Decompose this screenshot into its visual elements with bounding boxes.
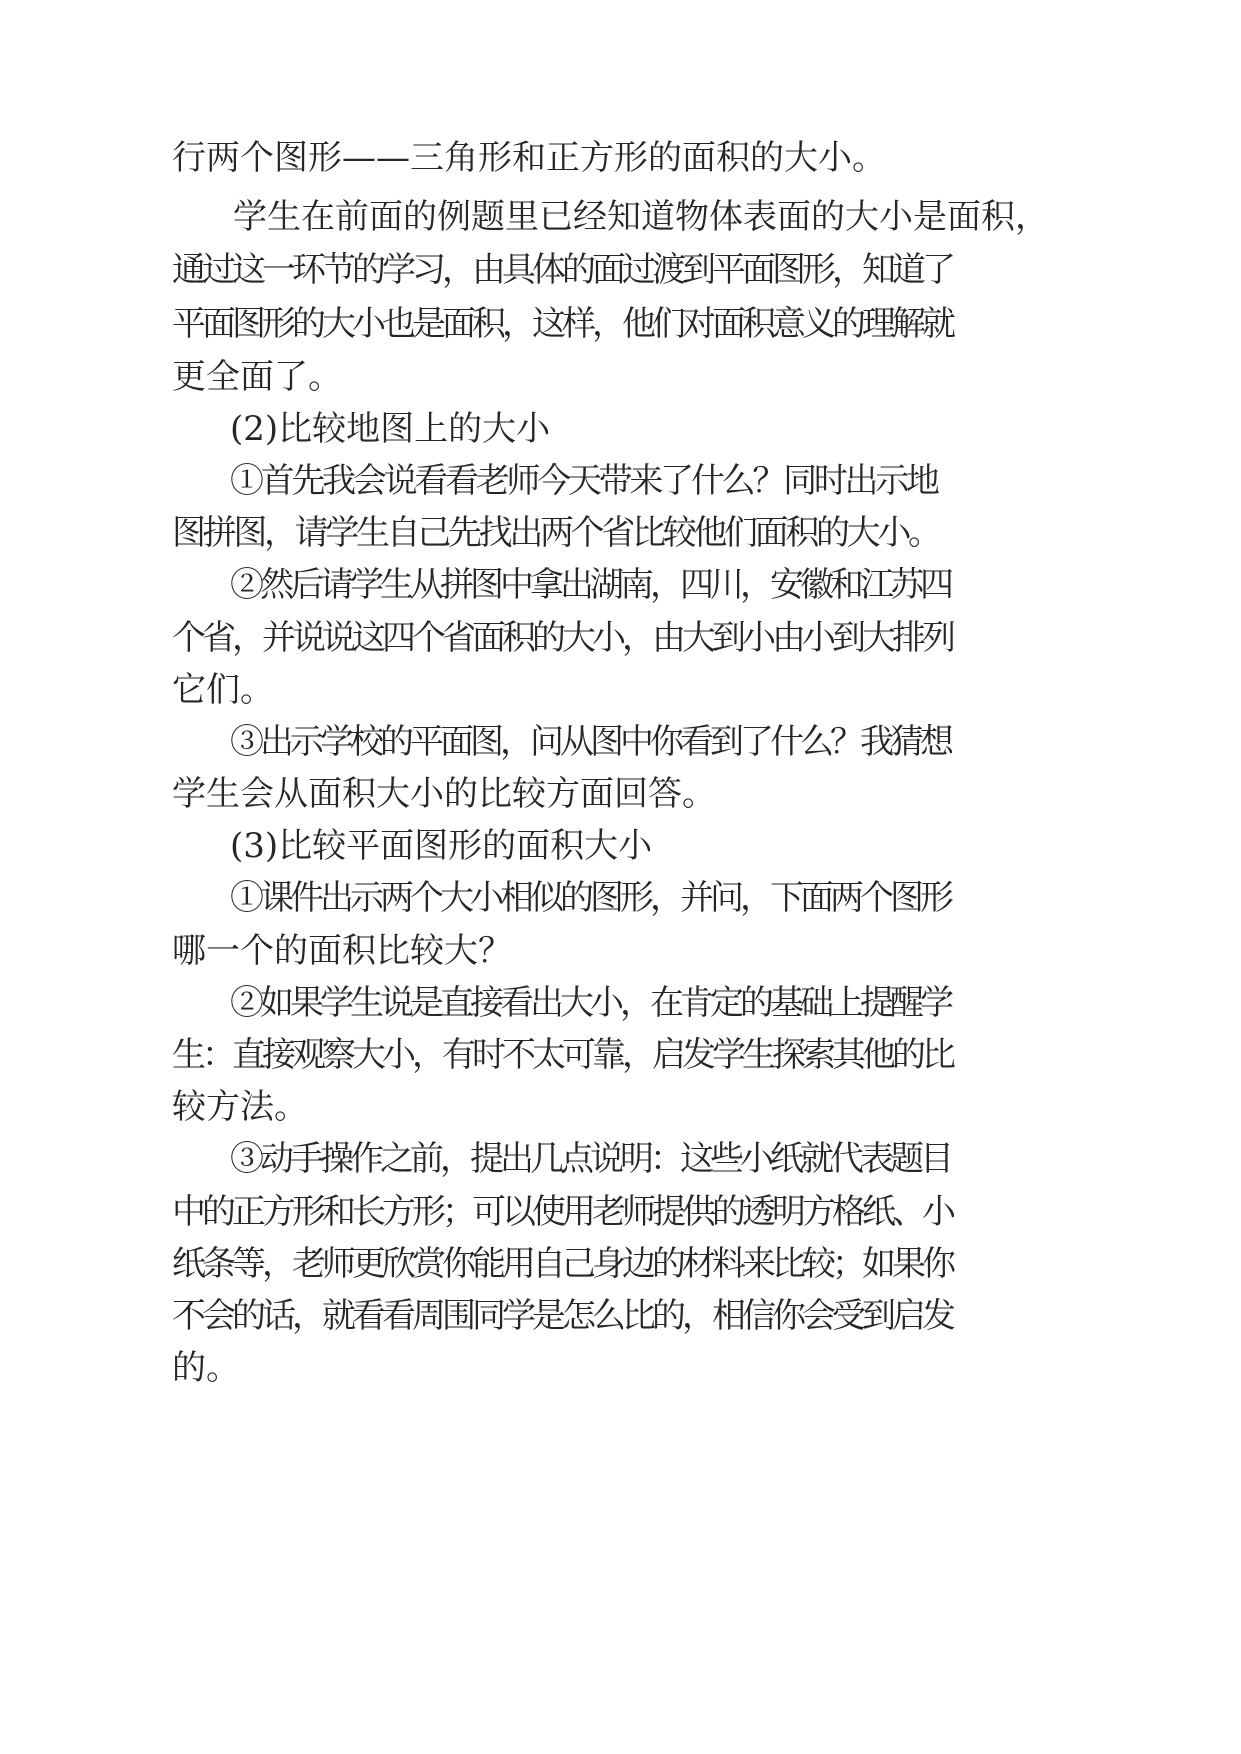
paragraph-line-11: 它们。 xyxy=(172,670,274,710)
paragraph-line-17: ②如果学生说是直接看出大小，在肯定的基础上提醒学 xyxy=(230,983,950,1023)
paragraph-line-5: 更全面了。 xyxy=(172,357,342,397)
paragraph-line-10: 个省，并说说这四个省面积的大小，由大到小由小到大排列 xyxy=(172,618,952,658)
paragraph-line-9: ②然后请学生从拼图中拿出湖南，四川，安徽和江苏四 xyxy=(230,565,950,605)
paragraph-line-22: 纸条等，老师更欣赏你能用自己身边的材料来比较；如果你 xyxy=(172,1244,952,1284)
paragraph-line-1: 行两个图形——三角形和正方形的面积的大小。 xyxy=(172,138,886,178)
paragraph-line-2: 学生在前面的例题里已经知道物体表面的大小是面积， xyxy=(233,197,1049,237)
paragraph-line-8: 图拼图，请学生自己先找出两个省比较他们面积的大小。 xyxy=(172,513,939,553)
paragraph-line-13: 学生会从面积大小的比较方面回答。 xyxy=(172,774,716,814)
paragraph-line-19: 较方法。 xyxy=(172,1087,308,1127)
paragraph-line-23: 不会的话，就看看周围同学是怎么比的，相信你会受到启发 xyxy=(172,1296,952,1336)
paragraph-line-21: 中的正方形和长方形；可以使用老师提供的透明方格纸、小 xyxy=(172,1192,952,1232)
paragraph-line-16: 哪一个的面积比较大？ xyxy=(172,931,512,971)
paragraph-line-7: ①首先我会说看看老师今天带来了什么？同时出示地 xyxy=(230,461,937,501)
paragraph-line-18: 生：直接观察大小，有时不太可靠，启发学生探索其他的比 xyxy=(172,1035,952,1075)
paragraph-line-12: ③出示学校的平面图，问从图中你看到了什么？我猜想 xyxy=(230,722,950,762)
paragraph-line-4: 平面图形的大小也是面积，这样，他们对面积意义的理解就 xyxy=(172,304,952,344)
section-heading-3: (3)比较平面图形的面积大小 xyxy=(230,826,653,866)
section-heading-2: (2)比较地图上的大小 xyxy=(230,409,551,449)
paragraph-line-3: 通过这一环节的学习，由具体的面过渡到平面图形，知道了 xyxy=(172,250,952,290)
paragraph-line-20: ③动手操作之前，提出几点说明：这些小纸就代表题目 xyxy=(230,1139,950,1179)
paragraph-line-15: ①课件出示两个大小相似的图形，并问，下面两个图形 xyxy=(230,878,950,918)
paragraph-line-24: 的。 xyxy=(172,1348,240,1388)
